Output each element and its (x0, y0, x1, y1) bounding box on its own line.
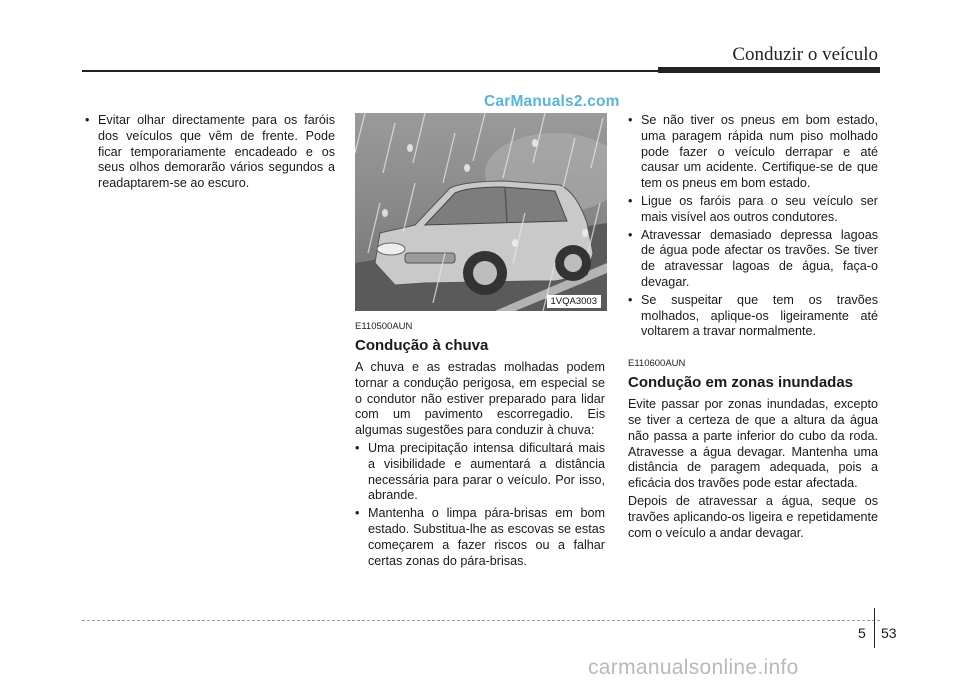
list-item: • Se não tiver os pneus em bom estado, uma paragem rápida num piso molhado pode fazer o veículo derrapar e até causar um acidente. Certifique-se de que tem os pneus em bom estado. (628, 113, 878, 192)
bullet-list-headlights (85, 113, 335, 192)
paragraph-flood-2: Depois de atravessar a água, seque os travões aplicando-os ligeira e repetidamente com o veículo a andar devagar. (628, 493, 878, 540)
list-item: • Se suspeitar que tem os travões molhados, aplique-os ligeiramente até voltarem a travar normalmente. (628, 293, 878, 340)
section-code-flood: E110600AUN (628, 358, 686, 370)
bullet-list-tyres-brakes (628, 113, 878, 340)
car-in-rain-image (355, 113, 607, 311)
intro-paragraph: A chuva e as estradas molhadas podem tornar a condução perigosa, em especial se o condutor não estiver preparado para lidar com um pavimento escorregadio. Eis algumas sugestões para conduzir à chuva: (355, 360, 605, 438)
watermark-bottom[interactable]: carmanualsonline.info (588, 656, 799, 679)
list-item: • Ligue os faróis para o seu veículo ser mais visível aos outros condutores. (628, 194, 878, 226)
section-title-flood: Condução em zonas inundadas (628, 374, 854, 392)
column-left (85, 113, 335, 194)
list-item: • Uma precipitação intensa dificultará mais a visibilidade e aumentará a distância necessária para parar o veículo. Por isso, abrande. (355, 441, 605, 504)
footer-separator (874, 608, 875, 648)
figure-code: 1VQA3003 (547, 295, 601, 308)
footer-divider (82, 620, 880, 621)
column-right (628, 113, 878, 543)
paragraph-flood-1: Evite passar por zonas inundadas, excepto se tiver a certeza de que a altura da água não passa a parte inferior do cubo da roda. Atravesse a água devagar. Mantenha uma distância de paragem adequada, pois a eficácia dos travões pode estar afectada. (628, 397, 878, 491)
header-rule-accent (658, 67, 880, 73)
page-header-title: Conduzir o veículo (732, 44, 878, 65)
section-title-rain: Condução à chuva (355, 337, 489, 354)
page-number: 53 (881, 625, 897, 641)
list-item: • Mantenha o limpa pára-brisas em bom estado. Substitua-lhe as escovas se estas começarem a fazer riscos ou a falhar certas zonas do pára-brisas. (355, 506, 605, 569)
watermark-top[interactable]: CarManuals2.com (484, 93, 620, 110)
section-code-rain: E110500AUN (355, 321, 413, 332)
list-item: • Atravessar demasiado depressa lagoas de água pode afectar os travões. Se tiver de atravessar lagoas de água, faça-o devagar. (628, 228, 878, 291)
rain-car-illustration (355, 113, 607, 311)
column-middle (355, 113, 605, 571)
chapter-number: 5 (858, 625, 866, 641)
bullet-list-rain (355, 441, 605, 569)
list-item: • Evitar olhar directamente para os faróis dos veículos que vêm de frente. Pode ficar temporariamente encadeado e os seus olhos demorarão vários segundos a readaptarem-se ao escuro. (85, 113, 335, 192)
